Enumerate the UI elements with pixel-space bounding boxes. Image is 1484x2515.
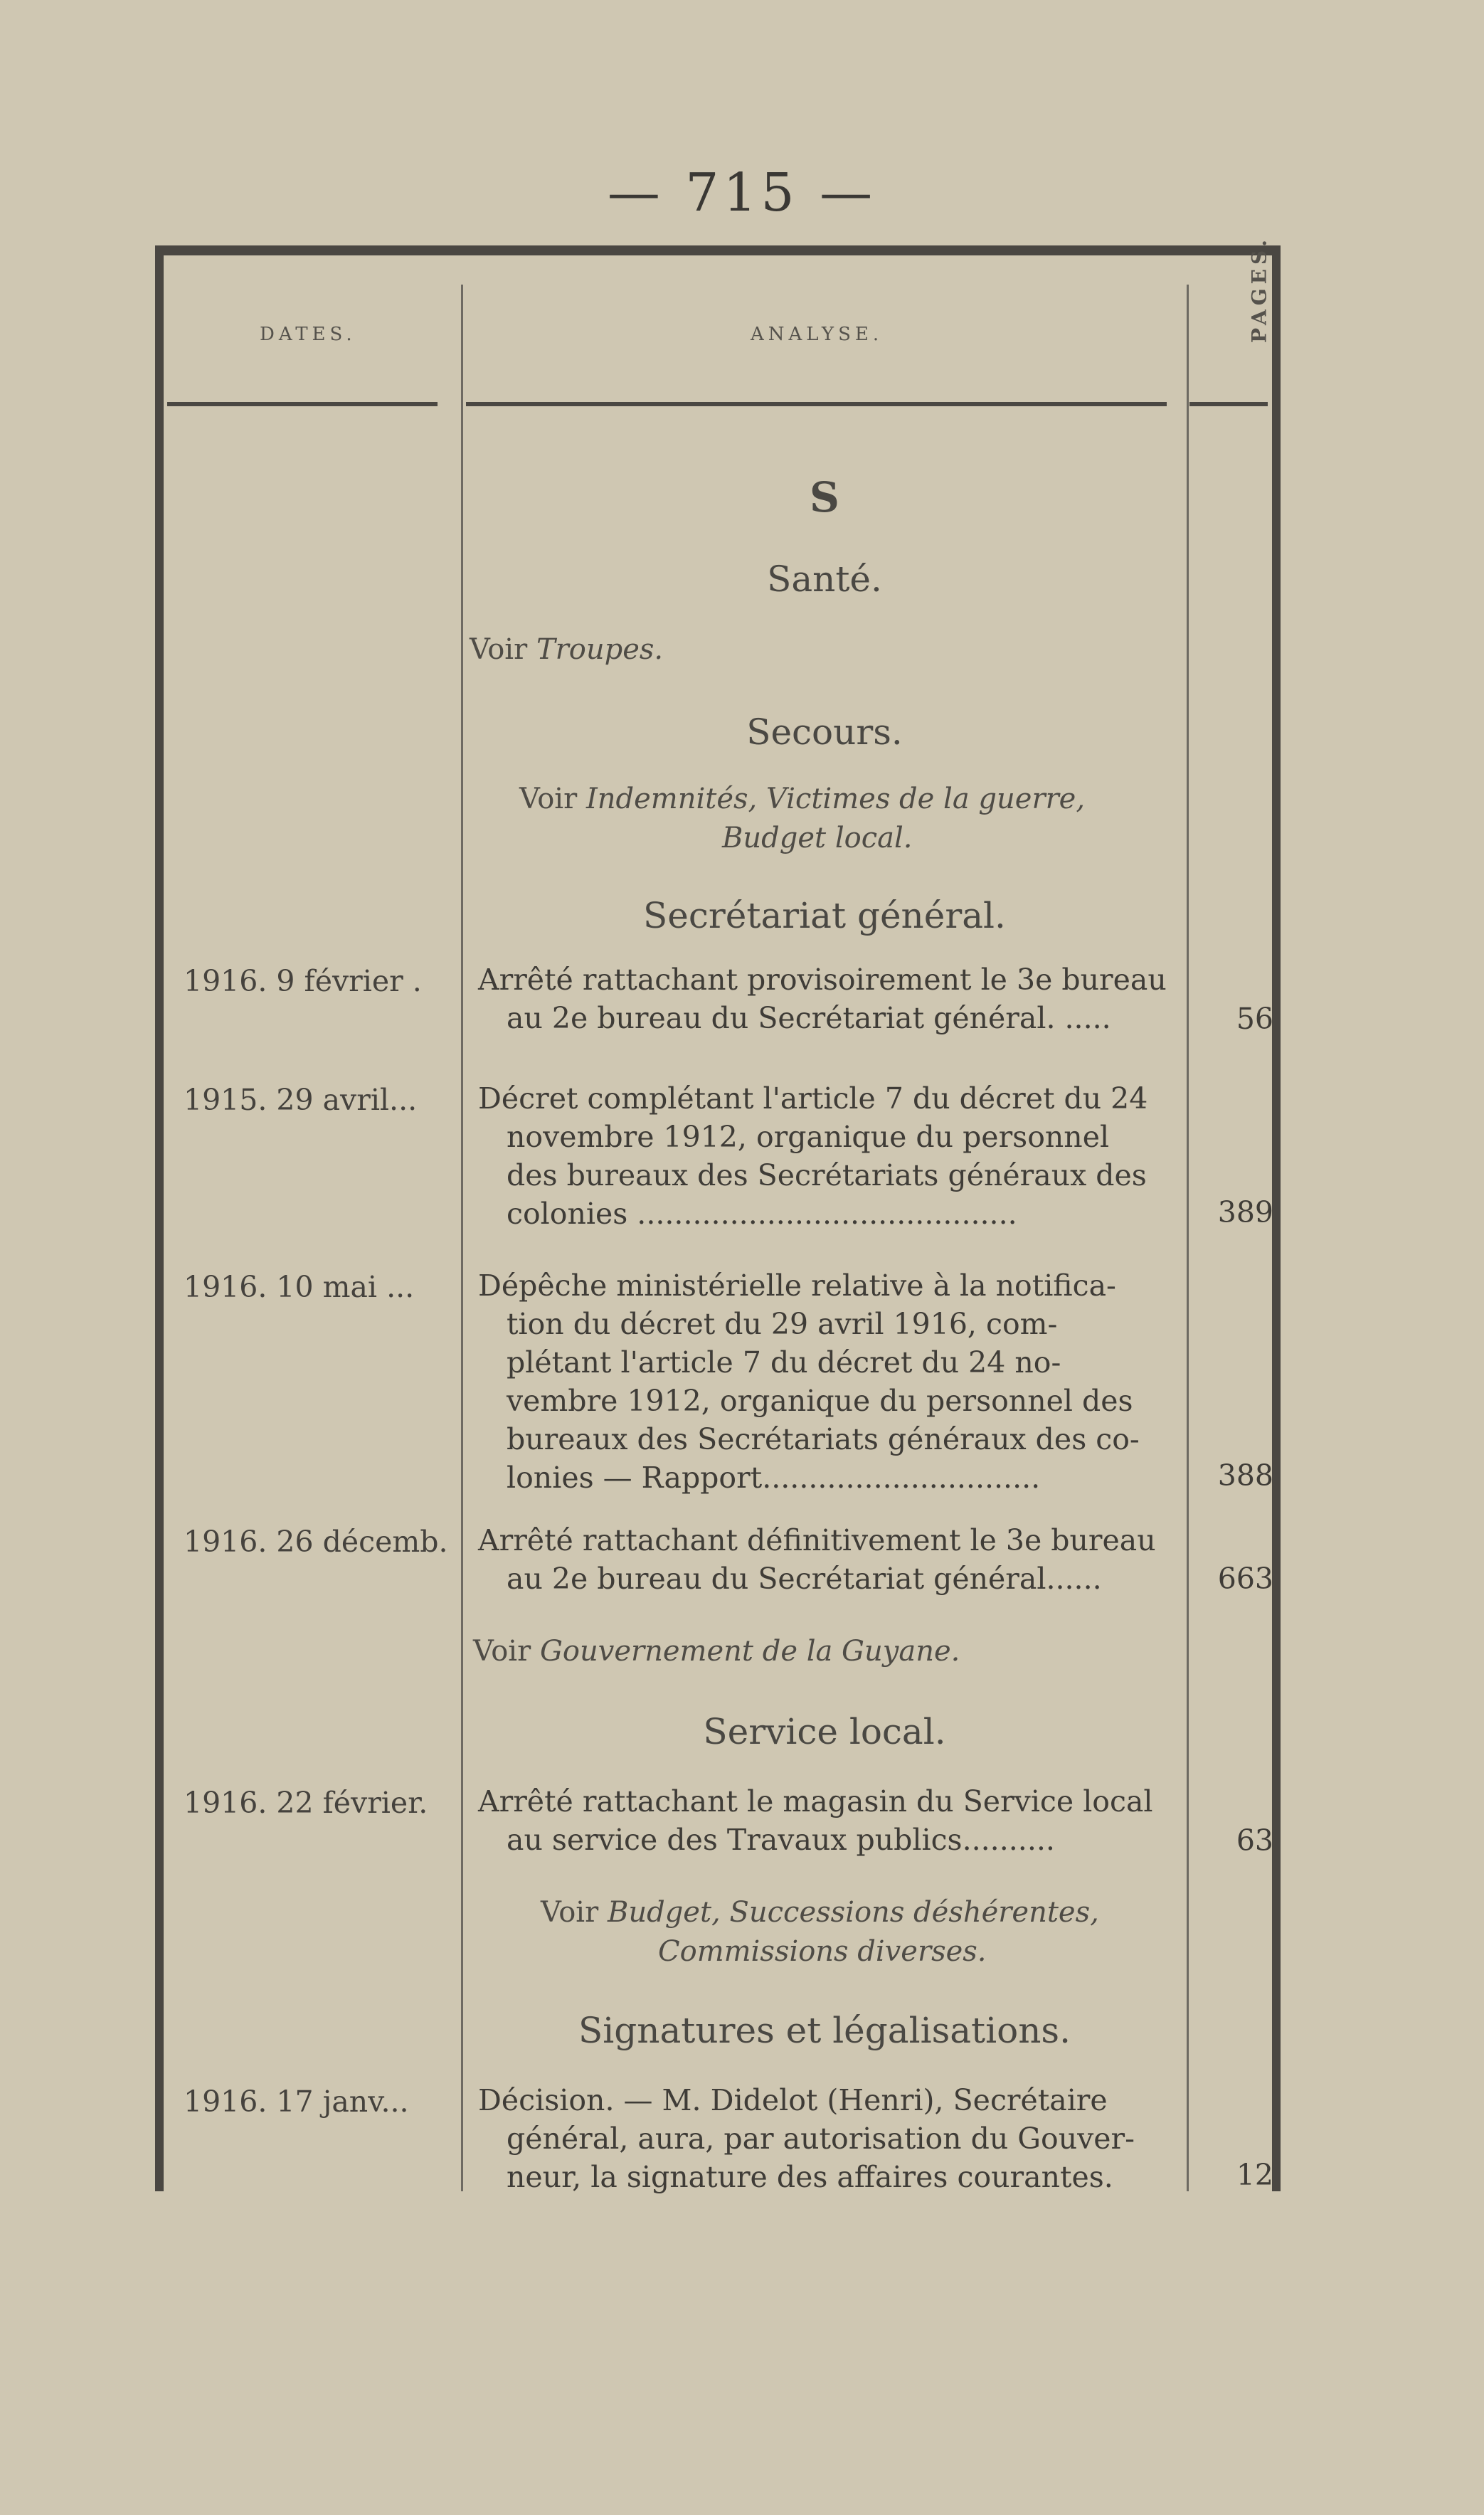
analyse-line: Arrêté rattachant le magasin du Service local	[478, 1784, 1153, 1818]
analyse-line: lonies — Rapport..............................	[507, 1461, 1041, 1495]
voir-reference: Gouvernement de la Guyane.	[539, 1635, 960, 1668]
voir-label: Voir	[470, 633, 528, 666]
analyse-line: plétant l'article 7 du décret du 24 no-	[507, 1345, 1061, 1380]
analyse-line: vembre 1912, organique du personnel des	[507, 1384, 1133, 1418]
analyse-line: au service des Travaux publics..........	[507, 1823, 1055, 1857]
voir-service-local-line2	[658, 1935, 987, 1968]
header-rule	[167, 402, 438, 406]
voir-reference: Commissions diverses.	[658, 1935, 987, 1968]
header-dates: DATES.	[260, 324, 356, 345]
entry-page: 663	[1217, 1562, 1273, 1596]
section-title-signatures: Signatures et légalisations.	[578, 2010, 1071, 2051]
entry-page: 389	[1217, 1195, 1273, 1229]
entry-page: 63	[1236, 1823, 1273, 1858]
entry-date: 1915. 29 avril...	[184, 1083, 418, 1117]
analyse-line: Décision. — M. Didelot (Henri), Secrétaire	[478, 2083, 1108, 2117]
page-number: — 715 —	[607, 162, 877, 223]
analyse-line: général, aura, par autorisation du Gouver-	[507, 2122, 1135, 2156]
header-analyse: ANALYSE.	[751, 324, 884, 345]
voir-service-local	[541, 1896, 1099, 1929]
entry-page: 12	[1236, 2158, 1273, 2192]
voir-sante	[470, 633, 663, 666]
header-rule	[466, 402, 1167, 406]
entry-date: 1916. 10 mai ...	[184, 1270, 415, 1304]
voir-label: Voir	[541, 1896, 599, 1929]
voir-secours-line2	[722, 822, 912, 854]
entry-analyse	[478, 2081, 1182, 2196]
analyse-line: neur, la signature des affaires courantes.	[507, 2160, 1113, 2194]
entry-date: 1916. 22 février.	[184, 1786, 428, 1820]
analyse-line: au 2e bureau du Secrétariat général. .....	[507, 1001, 1111, 1035]
analyse-line: au 2e bureau du Secrétariat général......	[507, 1562, 1102, 1596]
analyse-line: Décret complétant l'article 7 du décret du 24	[478, 1081, 1148, 1116]
entry-analyse	[478, 960, 1182, 1037]
entry-analyse	[478, 1266, 1182, 1497]
voir-secretariat	[473, 1635, 960, 1668]
entry-page: 388	[1217, 1458, 1273, 1493]
entry-page: 56	[1236, 1002, 1273, 1036]
voir-label: Voir	[519, 783, 578, 815]
entry-analyse	[478, 1079, 1182, 1233]
header-rule	[1189, 402, 1268, 406]
column-divider	[1187, 285, 1189, 2191]
analyse-line: tion du décret du 29 avril 1916, com-	[507, 1307, 1058, 1341]
voir-reference: Troupes.	[536, 633, 664, 666]
entry-date: 1916. 9 février .	[184, 964, 422, 998]
analyse-line: Arrêté rattachant définitivement le 3e bureau	[478, 1523, 1156, 1557]
voir-secours	[519, 783, 1085, 815]
voir-reference: Indemnités, Victimes de la guerre,	[585, 783, 1086, 815]
section-title-service-local: Service local.	[703, 1711, 946, 1752]
analyse-line: colonies .........................................	[507, 1197, 1017, 1231]
analyse-line: des bureaux des Secrétariats généraux des	[507, 1158, 1147, 1192]
section-title-secretariat: Secrétariat général.	[643, 895, 1006, 936]
analyse-line: Arrêté rattachant provisoirement le 3e bureau	[478, 963, 1167, 997]
header-pages: PAGES.	[1247, 235, 1271, 343]
entry-analyse	[478, 1782, 1182, 1859]
entry-analyse	[478, 1521, 1182, 1598]
voir-reference: Budget local.	[722, 822, 913, 854]
section-title-sante: Santé.	[767, 558, 882, 600]
voir-reference: Budget, Successions déshérentes,	[607, 1896, 1099, 1929]
section-letter: S	[810, 473, 839, 521]
analyse-line: novembre 1912, organique du personnel	[507, 1120, 1110, 1154]
analyse-line: bureaux des Secrétariats généraux des co-	[507, 1422, 1140, 1456]
voir-label: Voir	[473, 1635, 531, 1668]
entry-date: 1916. 26 décemb.	[184, 1525, 448, 1559]
entry-date: 1916. 17 janv...	[184, 2085, 409, 2119]
section-title-secours: Secours.	[746, 711, 903, 753]
analyse-line: Dépêche ministérielle relative à la notifica-	[478, 1269, 1116, 1303]
